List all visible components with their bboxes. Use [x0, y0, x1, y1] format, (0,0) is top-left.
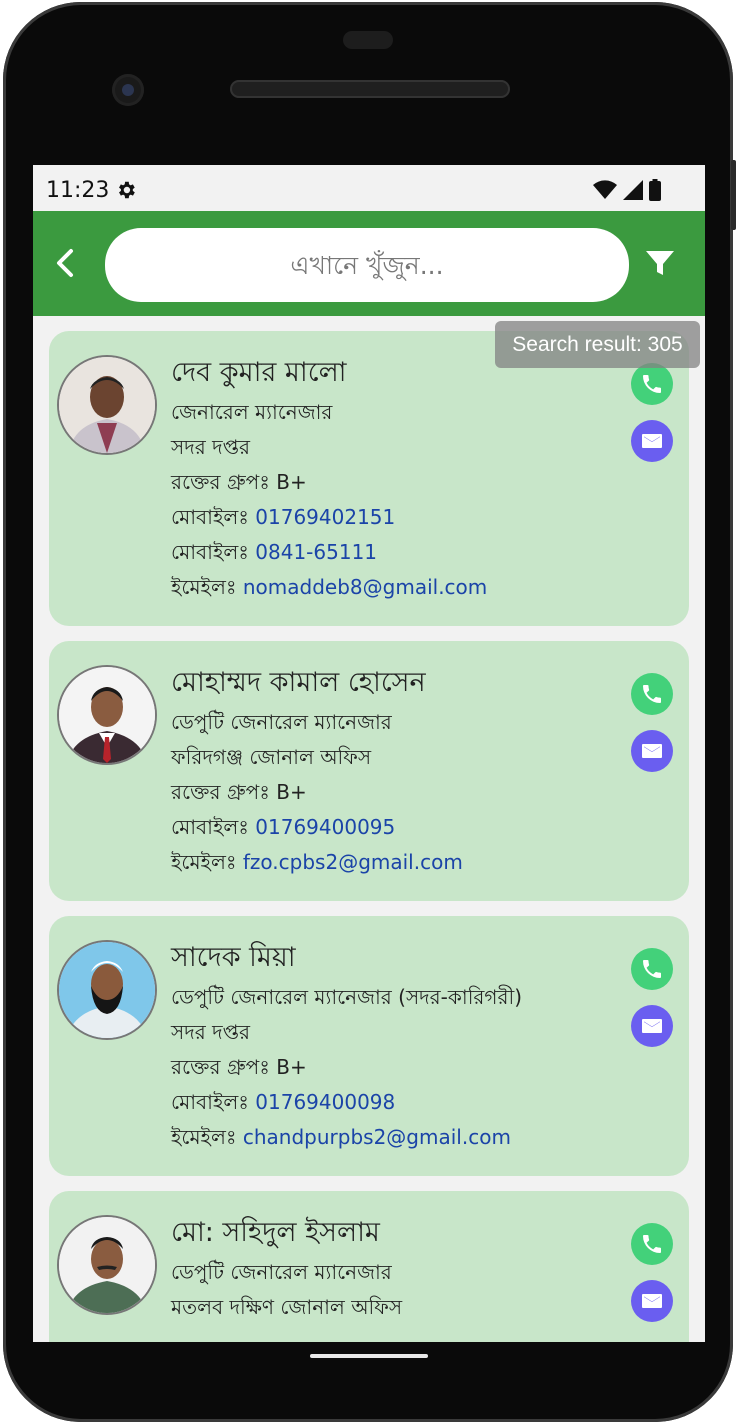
mobile-link[interactable]: 01769400095 [255, 815, 396, 839]
contact-designation: জেনারেল ম্যানেজার [171, 400, 333, 424]
contact-card[interactable] [49, 1191, 689, 1342]
battery-icon [649, 179, 661, 201]
person-photo-icon [59, 667, 155, 763]
person-photo-icon [59, 1217, 155, 1313]
mobile-row [171, 500, 599, 535]
avatar [57, 940, 157, 1040]
contact-office: ফরিদগঞ্জ জোনাল অফিস [171, 745, 372, 769]
email-link[interactable]: chandpurpbs2@gmail.com [242, 1125, 511, 1149]
phone-icon [640, 682, 664, 706]
mail-icon [640, 1289, 664, 1313]
status-icons [593, 179, 661, 201]
email-link[interactable]: fzo.cpbs2@gmail.com [242, 850, 463, 874]
blood-group-label: রক্তের গ্রুপঃ [171, 470, 277, 494]
phone-icon [640, 372, 664, 396]
email-label: ইমেইলঃ [171, 850, 243, 874]
blood-group-row [171, 775, 599, 810]
earpiece [343, 31, 393, 49]
mobile-link[interactable]: 0841-65111 [255, 540, 378, 564]
email-button[interactable] [631, 1005, 673, 1047]
blood-group-label: রক্তের গ্রুপঃ [171, 1055, 277, 1079]
cellular-signal-icon [623, 180, 643, 200]
email-button[interactable] [631, 1280, 673, 1322]
blood-group-value: B+ [276, 470, 307, 494]
email-label: ইমেইলঃ [171, 575, 243, 599]
status-bar [33, 165, 705, 212]
front-camera [112, 74, 144, 106]
contact-info [171, 351, 599, 605]
contact-card[interactable] [49, 331, 689, 626]
contact-info [171, 661, 599, 880]
contact-name: দেব কুমার মালো [171, 357, 347, 388]
blood-group-label: রক্তের গ্রুপঃ [171, 780, 277, 804]
filter-icon[interactable] [644, 247, 676, 279]
status-time: 11:23 [46, 178, 110, 203]
contact-info [171, 936, 599, 1155]
person-photo-icon [59, 942, 155, 1038]
mobile-label: মোবাইলঃ [171, 505, 256, 529]
avatar [57, 665, 157, 765]
contact-office: মতলব দক্ষিণ জোনাল অফিস [171, 1295, 403, 1319]
mobile-label: মোবাইলঃ [171, 1090, 256, 1114]
avatar [57, 355, 157, 455]
contact-designation: ডেপুটি জেনারেল ম্যানেজার [171, 710, 392, 734]
person-photo-icon [59, 357, 155, 453]
contact-card[interactable] [49, 641, 689, 901]
blood-group-row [171, 465, 599, 500]
search-result-badge: Search result: 305 [495, 321, 700, 368]
contact-office: সদর দপ্তর [171, 435, 251, 459]
phone-icon [640, 1232, 664, 1256]
contact-name: সাদেক মিয়া [171, 942, 296, 973]
blood-group-row [171, 1050, 599, 1085]
mail-icon [640, 1014, 664, 1038]
email-button[interactable] [631, 420, 673, 462]
mobile-row [171, 1085, 599, 1120]
email-label: ইমেইলঃ [171, 1125, 243, 1149]
call-button[interactable] [631, 1223, 673, 1265]
email-row [171, 845, 599, 880]
phone-icon [640, 957, 664, 981]
mobile-row [171, 535, 599, 570]
email-row [171, 570, 599, 605]
call-button[interactable] [631, 363, 673, 405]
contact-designation: ডেপুটি জেনারেল ম্যানেজার (সদর-কারিগরী) [171, 985, 523, 1009]
contact-name: মোহাম্মদ কামাল হোসেন [171, 667, 426, 698]
gesture-nav-bar[interactable] [310, 1354, 428, 1358]
app-bar [33, 211, 705, 316]
mobile-row [171, 810, 599, 845]
settings-gear-icon [115, 179, 137, 201]
avatar [57, 1215, 157, 1315]
contact-list [33, 316, 705, 1342]
back-arrow-icon[interactable] [51, 243, 81, 283]
call-button[interactable] [631, 948, 673, 990]
email-link[interactable]: nomaddeb8@gmail.com [242, 575, 488, 599]
contact-designation: ডেপুটি জেনারেল ম্যানেজার [171, 1260, 392, 1284]
search-input[interactable] [105, 228, 629, 302]
mobile-label: মোবাইলঃ [171, 540, 256, 564]
speaker-grille [230, 80, 510, 98]
app-screen [33, 165, 705, 1342]
mail-icon [640, 429, 664, 453]
call-button[interactable] [631, 673, 673, 715]
contact-info [171, 1211, 599, 1325]
mobile-link[interactable]: 01769402151 [255, 505, 396, 529]
blood-group-value: B+ [276, 780, 307, 804]
side-button [731, 160, 736, 230]
wifi-icon [593, 180, 617, 200]
email-button[interactable] [631, 730, 673, 772]
mobile-label: মোবাইলঃ [171, 815, 256, 839]
mobile-link[interactable]: 01769400098 [255, 1090, 396, 1114]
contact-office: সদর দপ্তর [171, 1020, 251, 1044]
email-row [171, 1120, 599, 1155]
blood-group-value: B+ [276, 1055, 307, 1079]
contact-name: মো: সহিদুল ইসলাম [171, 1217, 380, 1248]
contact-card[interactable] [49, 916, 689, 1176]
mail-icon [640, 739, 664, 763]
